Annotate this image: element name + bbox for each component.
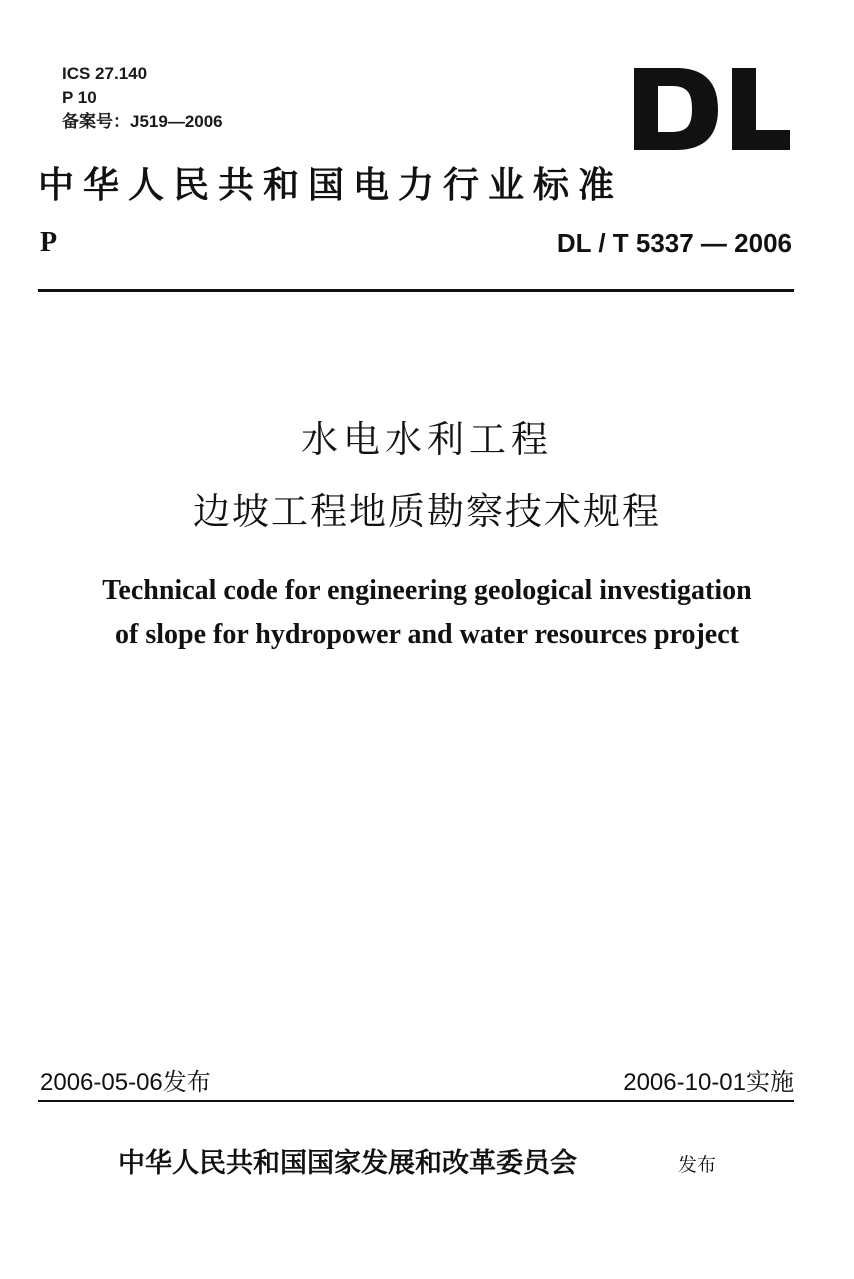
publisher-name: 中华人民共和国国家发展和改革委员会 — [118, 1148, 577, 1179]
footer-divider — [38, 1100, 794, 1102]
implementation-date: 2006-10-01实施 — [623, 1069, 794, 1096]
ics-code: ICS 27.140 — [62, 64, 148, 83]
title-en-line2: of slope for hydropower and water resources project — [115, 619, 739, 650]
standard-category: P — [40, 227, 58, 258]
dl-logo — [632, 66, 792, 152]
header-divider — [38, 289, 794, 292]
title-cn-line1: 水电水利工程 — [301, 418, 553, 461]
publish-label: 发布 — [678, 1154, 717, 1176]
ccs-code: P 10 — [62, 88, 97, 107]
title-en-line1: Technical code for engineering geological investigation — [102, 575, 752, 606]
issuing-body-title: 中华人民共和国电力行业标准 — [38, 164, 624, 206]
record-number: 备案号：J519—2006 — [62, 112, 223, 131]
title-cn-line2: 边坡工程地质勘察技术规程 — [193, 490, 661, 533]
issue-date: 2006-05-06发布 — [40, 1069, 211, 1096]
standard-number: DL / T 5337 — 2006 — [556, 228, 792, 258]
